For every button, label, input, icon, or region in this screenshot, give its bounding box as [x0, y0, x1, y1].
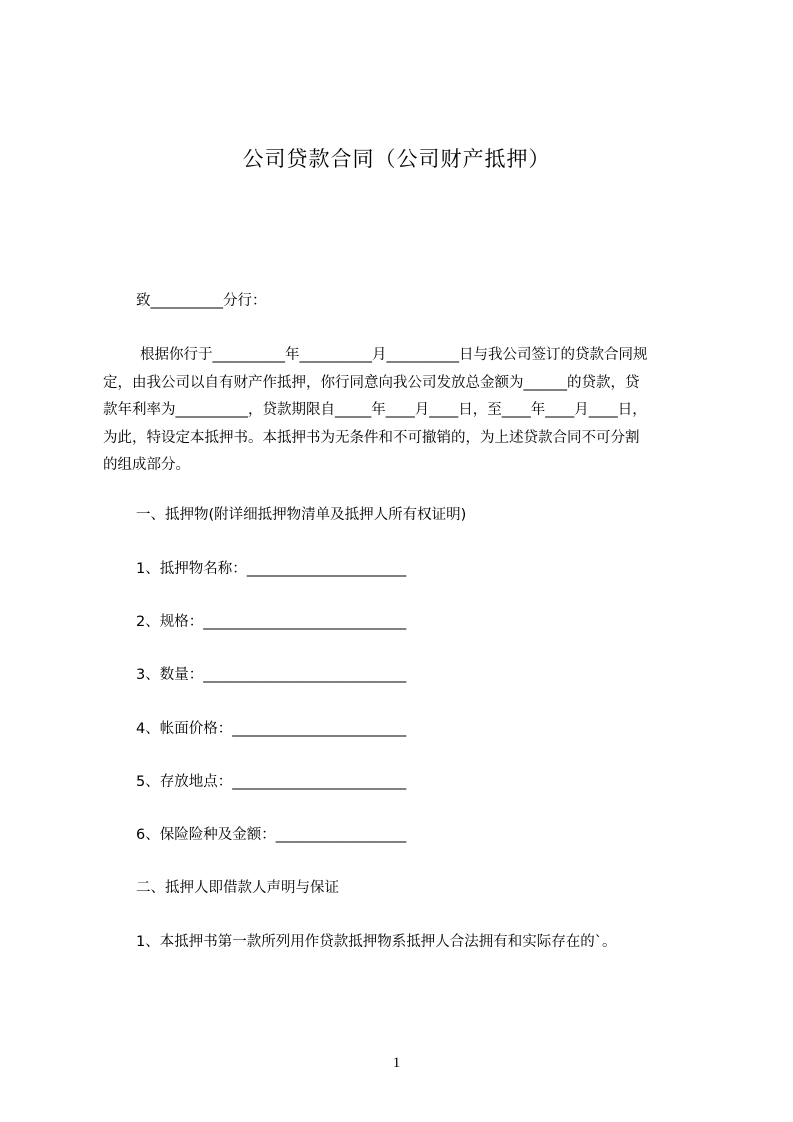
item-collateral-name: 1、抵押物名称：______________________	[136, 561, 407, 577]
item-quantity: 3、数量：____________________________	[136, 667, 407, 683]
intro-line: 根据你行于__________年__________月__________日与我公司签订的贷款合同规	[140, 347, 648, 363]
intro-paragraph	[103, 345, 701, 483]
intro-line: 定，由我公司以自有财产作抵押，你行同意向我公司发放总金额为______的贷款，贷	[103, 374, 640, 391]
item-book-value: 4、帐面价格：________________________	[136, 721, 407, 737]
intro-line: 款年利率为__________，贷款期限自_____年____月____日，至____年____月____日，	[103, 402, 647, 418]
intro-line: 为此，特设定本抵押书。本抵押书为无条件和不可撤销的，为上述贷款合同不可分割	[103, 429, 640, 446]
addressee-line: 致__________分行：	[136, 293, 267, 309]
intro-line: 的组成部分。	[103, 457, 190, 473]
document-title: 公司贷款合同（公司财产抵押）	[242, 147, 551, 171]
section-1-heading: 一、抵押物(附详细抵押物清单及抵押人所有权证明)	[136, 507, 467, 523]
section-2-heading: 二、抵押人即借款人声明与保证	[136, 880, 339, 896]
clause-1: 1、本抵押书第一款所列用作贷款抵押物系抵押人合法拥有和实际存在的`。	[136, 934, 617, 950]
page-number: 1	[392, 1055, 401, 1071]
item-storage-location: 5、存放地点：________________________	[136, 774, 407, 790]
item-specification: 2、规格：____________________________	[136, 614, 407, 630]
item-insurance: 6、保险险种及金额：__________________	[136, 827, 407, 843]
